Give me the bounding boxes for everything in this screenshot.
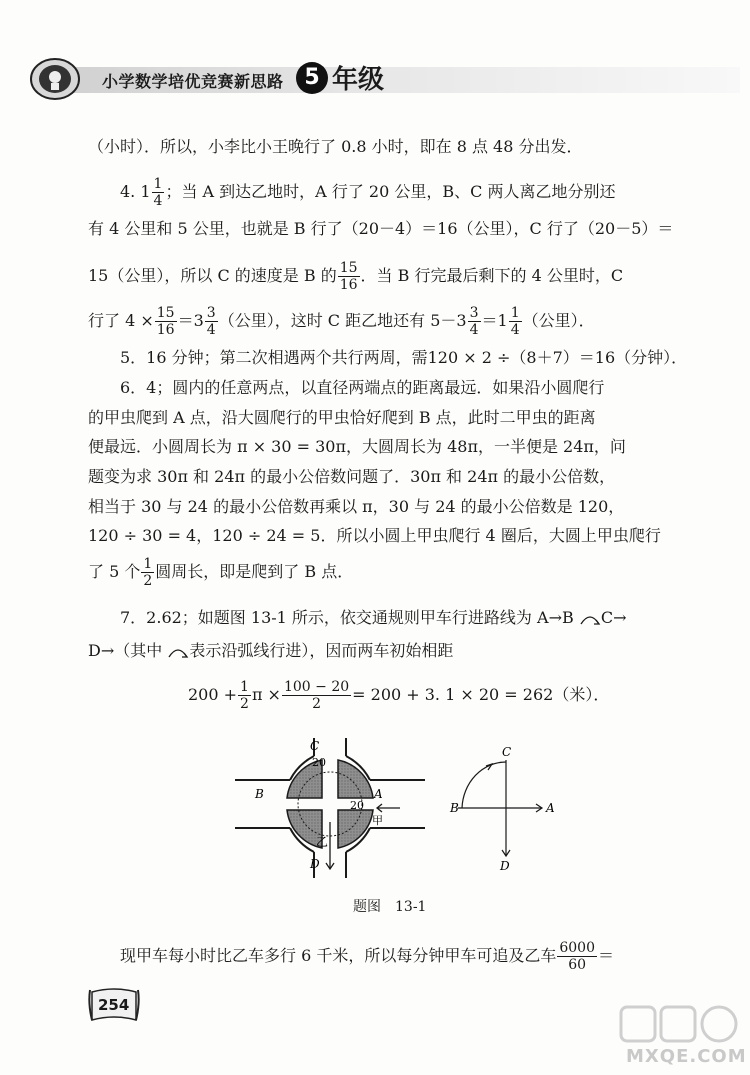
route-label-c: C	[502, 745, 512, 759]
route-label-b: B	[450, 801, 459, 815]
text-line	[88, 260, 623, 293]
line-text: 120 ÷ 30 = 4，120 ÷ 24 = 5．所以小圆上甲虫爬行 4 圈后，大圆上甲虫爬行	[88, 526, 661, 545]
text-line	[88, 218, 673, 240]
line-text: 表示沿弧线行进），因而两车初始相距	[189, 641, 454, 660]
line-text: 行了 4 ×	[88, 311, 154, 330]
fraction: $\frac{6000}{60}$	[559, 940, 595, 973]
line-text: = 200 + 3. 1 × 20 = 262（米）．	[352, 685, 610, 704]
page-header	[0, 55, 750, 103]
text-line	[120, 607, 626, 629]
line-text: 题变为求 30π 和 24π 的最小公倍数问题了．30π 和 24π 的最小公倍数，	[88, 467, 616, 486]
label-d: D	[310, 857, 320, 871]
line-text: （公里）．	[522, 311, 595, 330]
label-jia: 甲	[372, 814, 383, 827]
line-text: 15（公里），所以 C 的速度是 B 的	[88, 266, 337, 285]
text-line	[120, 940, 614, 973]
line-text: D→（其中	[88, 641, 163, 660]
fraction: $\frac{3}{4}$	[469, 305, 479, 338]
line-text: 现甲车每小时比乙车多行 6 千米，所以每分钟甲车可追及乙车	[120, 946, 557, 965]
label-a: A	[374, 787, 383, 801]
figure-13-1	[230, 738, 560, 878]
book-title: 小学数学培优竞赛新思路	[102, 72, 284, 91]
line-text: ；当 A 到达乙地时，A 行了 20 公里，B、C 两人离乙地分别还	[165, 182, 616, 201]
label-b: B	[255, 787, 264, 801]
page-number-badge	[86, 984, 142, 1026]
fraction: $\frac{3}{4}$	[206, 305, 216, 338]
route-label-d: D	[500, 859, 510, 873]
arc-arrow-icon	[579, 610, 601, 628]
line-text: 200 +	[188, 685, 238, 704]
line-text: ＝3	[177, 311, 204, 330]
line-text: （公里），这时 C 距乙地还有 5－3	[218, 311, 467, 330]
line-text: 了 5 个	[88, 562, 141, 581]
line-text: 相当于 30 与 24 的最小公倍数再乘以 π，30 与 24 的最小公倍数是 120，	[88, 497, 625, 516]
line-text: ＝	[598, 946, 615, 965]
grade-suffix: 年级	[332, 65, 385, 95]
text-line	[88, 556, 353, 589]
text-line	[88, 305, 595, 338]
label-20-right: 20	[350, 799, 364, 812]
book-logo-icon	[28, 55, 82, 101]
label-yi: 乙	[316, 835, 329, 849]
fraction: $\frac{1}{2}$	[240, 679, 249, 712]
line-text: 圆周长，即是爬到了 B 点．	[155, 562, 354, 581]
page-number: 254	[98, 996, 130, 1014]
text-line	[120, 347, 687, 369]
text-line	[120, 176, 615, 209]
line-text: C→	[600, 608, 627, 627]
fraction: $\frac{1}{4}$	[510, 305, 520, 338]
line-text: 6．4；圆内的任意两点，以直径两端点的距离最远．如果沿小圆爬行	[120, 378, 605, 397]
text-line	[88, 525, 661, 547]
text-line	[88, 466, 615, 488]
line-text: ＝1	[481, 311, 508, 330]
fraction: $\frac{1}{4}$	[153, 176, 163, 209]
line-text: 7．2.62；如题图 13-1 所示，依交通规则甲车行进路线为 A→B	[120, 608, 574, 627]
line-text: 便最远．小圆周长为 π × 30 = 30π，大圆周长为 48π，一半便是 24π，问	[88, 437, 626, 456]
grade-number: 5	[296, 62, 328, 94]
line-text: 有 4 公里和 5 公里，也就是 B 行了（20－4）＝16（公里），C 行了（20－5）＝	[88, 219, 674, 238]
text-line	[88, 136, 583, 158]
fraction: $\frac{100 - 20}{2}$	[283, 679, 350, 712]
text-line	[88, 496, 624, 518]
arc-arrow-icon	[167, 643, 189, 661]
text-line	[88, 407, 596, 429]
line-text: ．当 B 行完最后剩下的 4 公里时，C	[360, 266, 624, 285]
fraction: $\frac{15}{16}$	[156, 305, 175, 338]
text-line	[88, 436, 626, 458]
line-text: （小时）．所以，小李比小王晚行了 0.8 小时，即在 8 点 48 分出发．	[88, 137, 583, 156]
line-text: π ×	[251, 685, 281, 704]
fraction: $\frac{15}{16}$	[339, 260, 358, 293]
text-line	[88, 640, 453, 662]
route-diagram	[458, 760, 542, 856]
fraction: $\frac{1}{2}$	[143, 556, 153, 589]
line-text: 5．16 分钟；第二次相遇两个共行两周，需120 × 2 ÷（8＋7）＝16（分钟）．	[120, 348, 688, 367]
equation-line	[188, 679, 609, 712]
route-label-a: A	[546, 801, 555, 815]
grade-label	[296, 59, 384, 96]
text-line	[120, 377, 604, 399]
label-c: C	[310, 739, 320, 753]
line-text: 4. 1	[120, 182, 151, 201]
label-20-top: 20	[312, 756, 326, 769]
figure-caption: 题图 13-1	[353, 899, 427, 915]
line-text: 的甲虫爬到 A 点，沿大圆爬行的甲虫恰好爬到 B 点，此时二甲虫的距离	[88, 408, 596, 427]
watermark-text: MXQE.COM	[626, 1046, 747, 1067]
